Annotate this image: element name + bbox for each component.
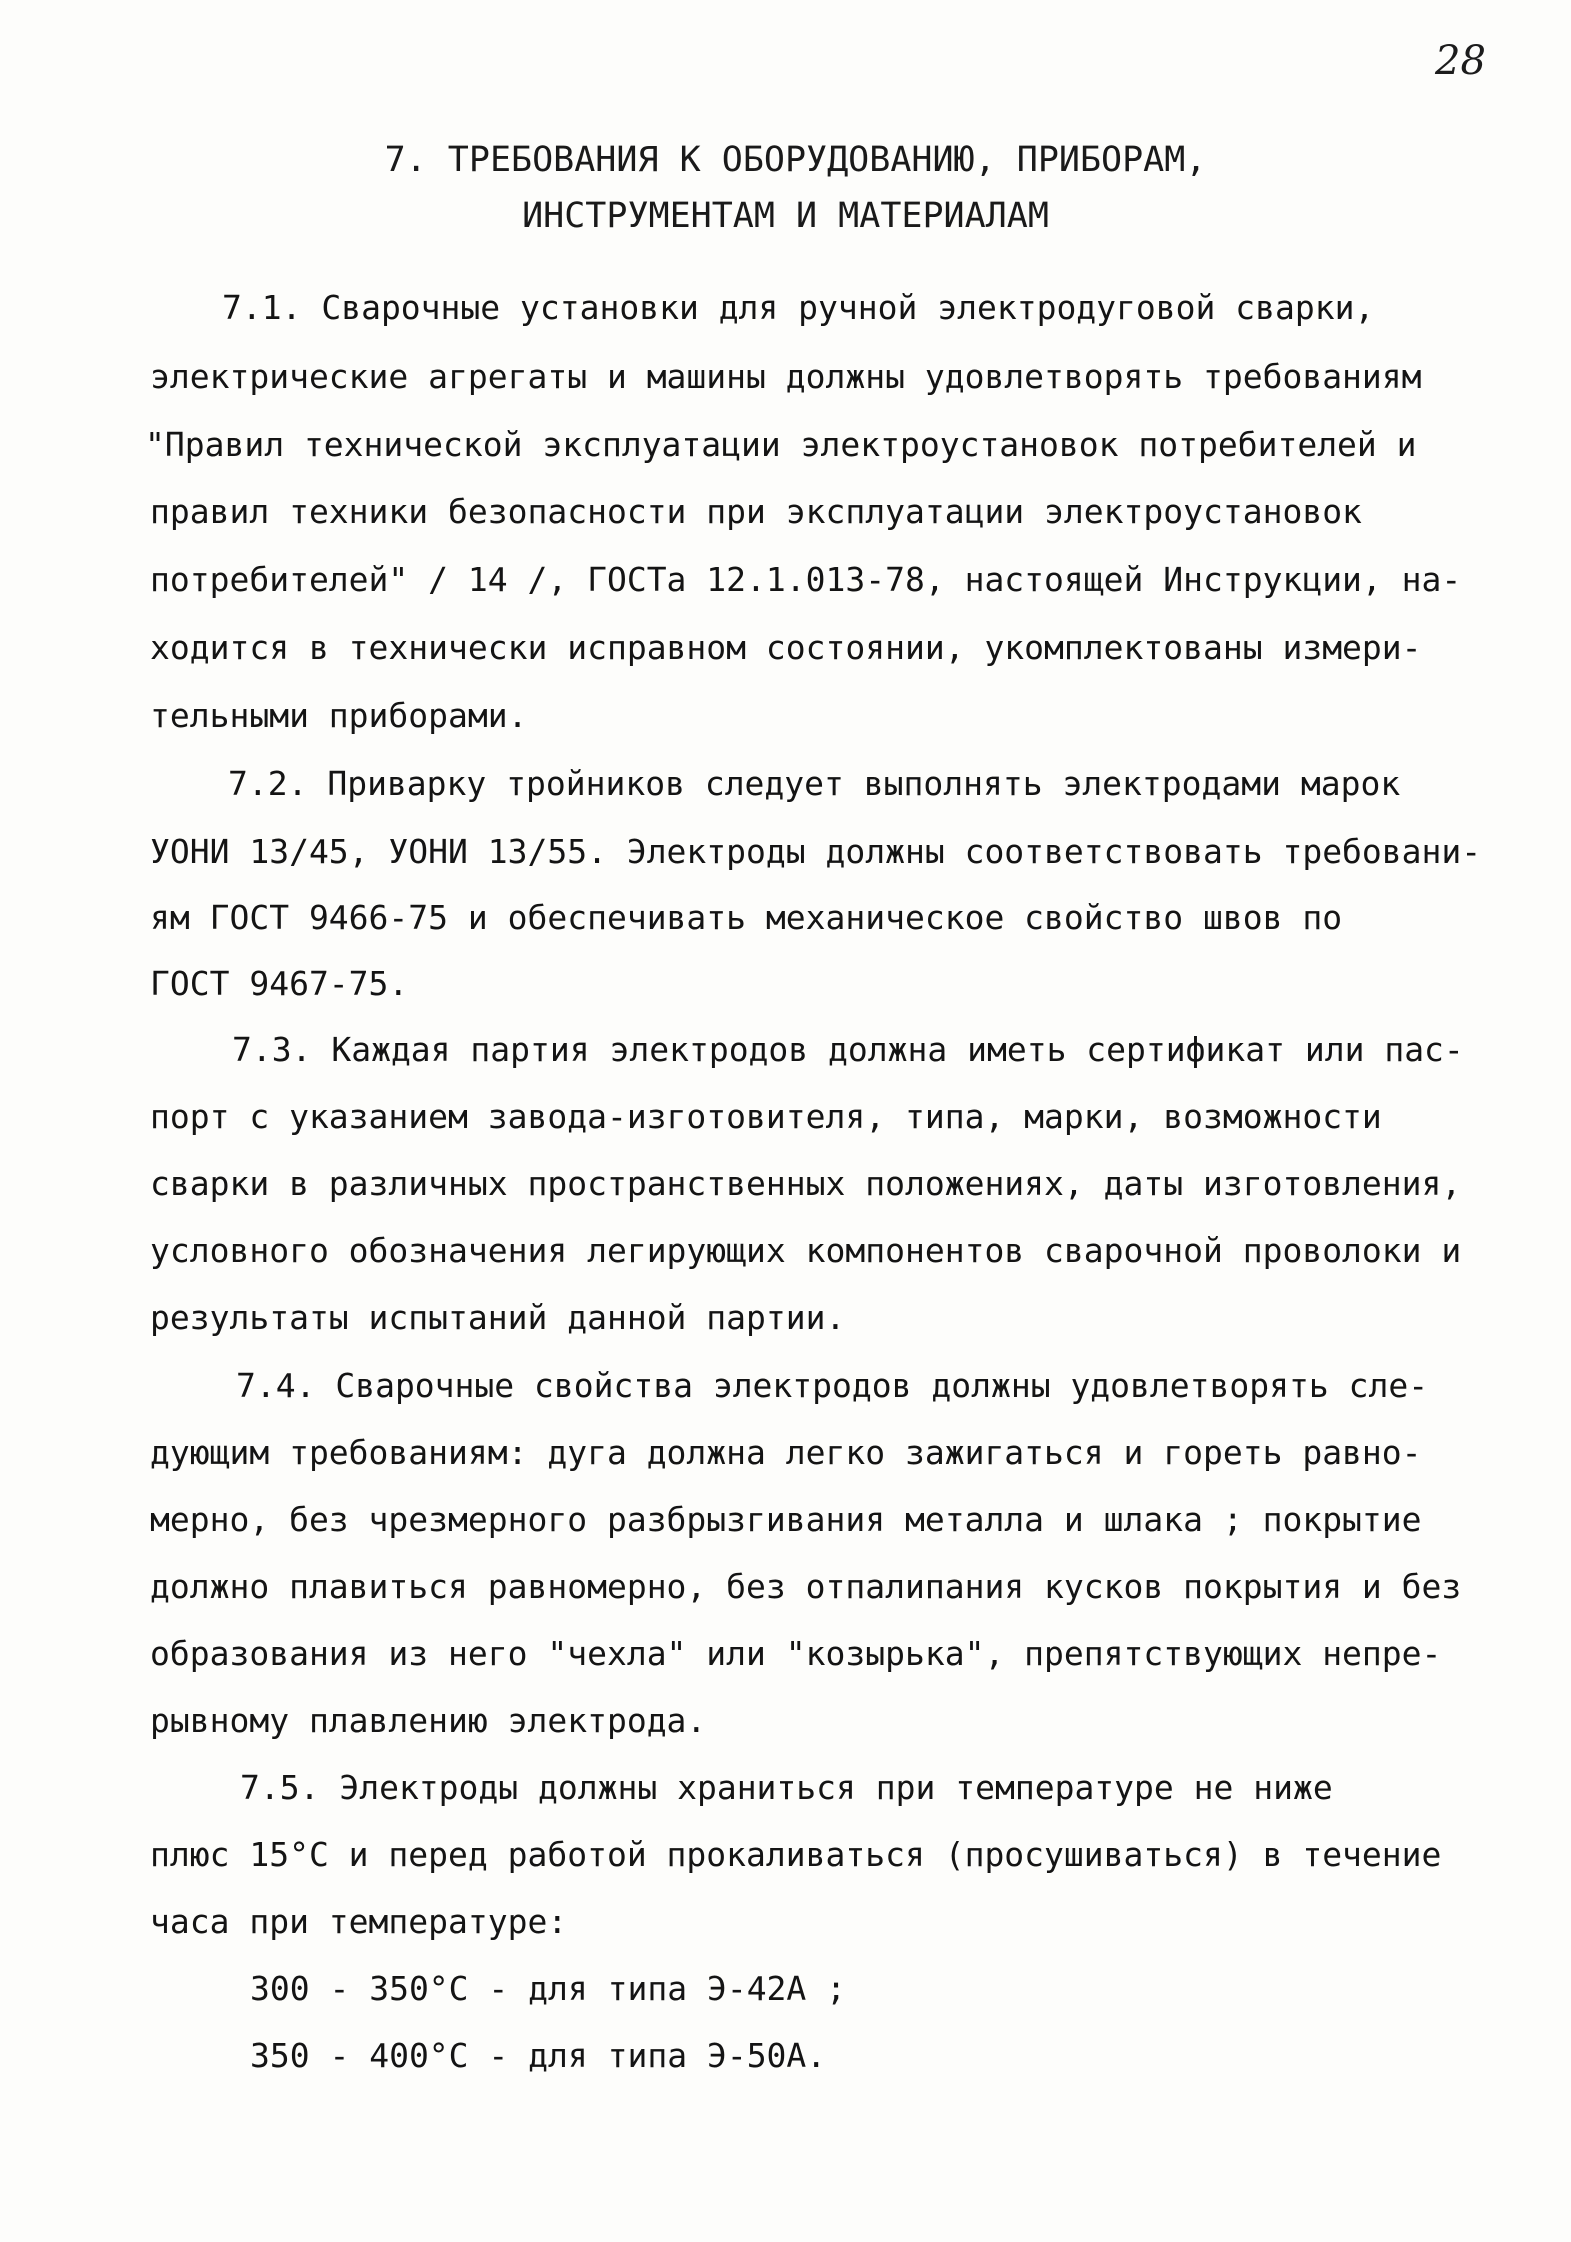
text-line: 7.5. Электроды должны храниться при температуре не ниже	[240, 1768, 1333, 1807]
text-line: образования из него "чехла" или "козырька", препятствующих непре-	[150, 1634, 1442, 1673]
text-line: условного обозначения легирующих компонентов сварочной проволоки и	[150, 1231, 1462, 1270]
text-line: ям ГОСТ 9466-75 и обеспечивать механическое свойство швов по	[150, 898, 1343, 937]
section-heading-line-1: 7. ТРЕБОВАНИЯ К ОБОРУДОВАНИЮ, ПРИБОРАМ,	[384, 140, 1207, 180]
text-line: рывному плавлению электрода.	[150, 1701, 707, 1740]
text-line: 350 - 400°С - для типа Э-50А.	[250, 2036, 827, 2075]
text-line: часа при температуре:	[150, 1902, 568, 1941]
text-line: ГОСТ 9467-75.	[150, 964, 409, 1003]
text-line: 7.4. Сварочные свойства электродов должны удовлетворять сле-	[236, 1366, 1429, 1405]
text-line: УОНИ 13/45, УОНИ 13/55. Электроды должны соответствовать требовани-	[150, 832, 1482, 871]
text-line: потребителей" / 14 /, ГОСТа 12.1.013-78, настоящей Инструкции, на-	[150, 560, 1462, 599]
text-line: мерно, без чрезмерного разбрызгивания металла и шлака ; покрытие	[150, 1500, 1422, 1539]
section-heading-line-2: ИНСТРУМЕНТАМ И МАТЕРИАЛАМ	[522, 196, 1049, 236]
text-line: 7.1. Сварочные установки для ручной электродуговой сварки,	[222, 288, 1375, 327]
text-line: 300 - 350°С - для типа Э-42А ;	[250, 1969, 847, 2008]
text-line: электрические агрегаты и машины должны удовлетворять требованиям	[150, 357, 1422, 396]
text-line: 7.3. Каждая партия электродов должна иметь сертификат или пас-	[232, 1030, 1464, 1069]
text-line: тельными приборами.	[150, 696, 528, 735]
page-number: 28	[1435, 38, 1486, 84]
text-line: должно плавиться равномерно, без отпалипания кусков покрытия и без	[150, 1567, 1462, 1606]
text-line: результаты испытаний данной партии.	[150, 1298, 846, 1337]
text-line: сварки в различных пространственных положениях, даты изготовления,	[150, 1164, 1462, 1203]
text-line: 7.2. Приварку тройников следует выполнять электродами марок	[228, 764, 1401, 803]
text-line: правил техники безопасности при эксплуатации электроустановок	[150, 492, 1362, 531]
text-line: дующим требованиям: дуга должна легко зажигаться и гореть равно-	[150, 1433, 1422, 1472]
text-line: плюс 15°С и перед работой прокаливаться (просушиваться) в течение	[150, 1835, 1442, 1874]
text-line: "Правил технической эксплуатации электроустановок потребителей и	[145, 425, 1417, 464]
text-line: ходится в технически исправном состоянии, укомплектованы измери-	[150, 628, 1422, 667]
text-line: порт с указанием завода-изготовителя, типа, марки, возможности	[150, 1097, 1382, 1136]
section-heading	[0, 132, 1571, 244]
